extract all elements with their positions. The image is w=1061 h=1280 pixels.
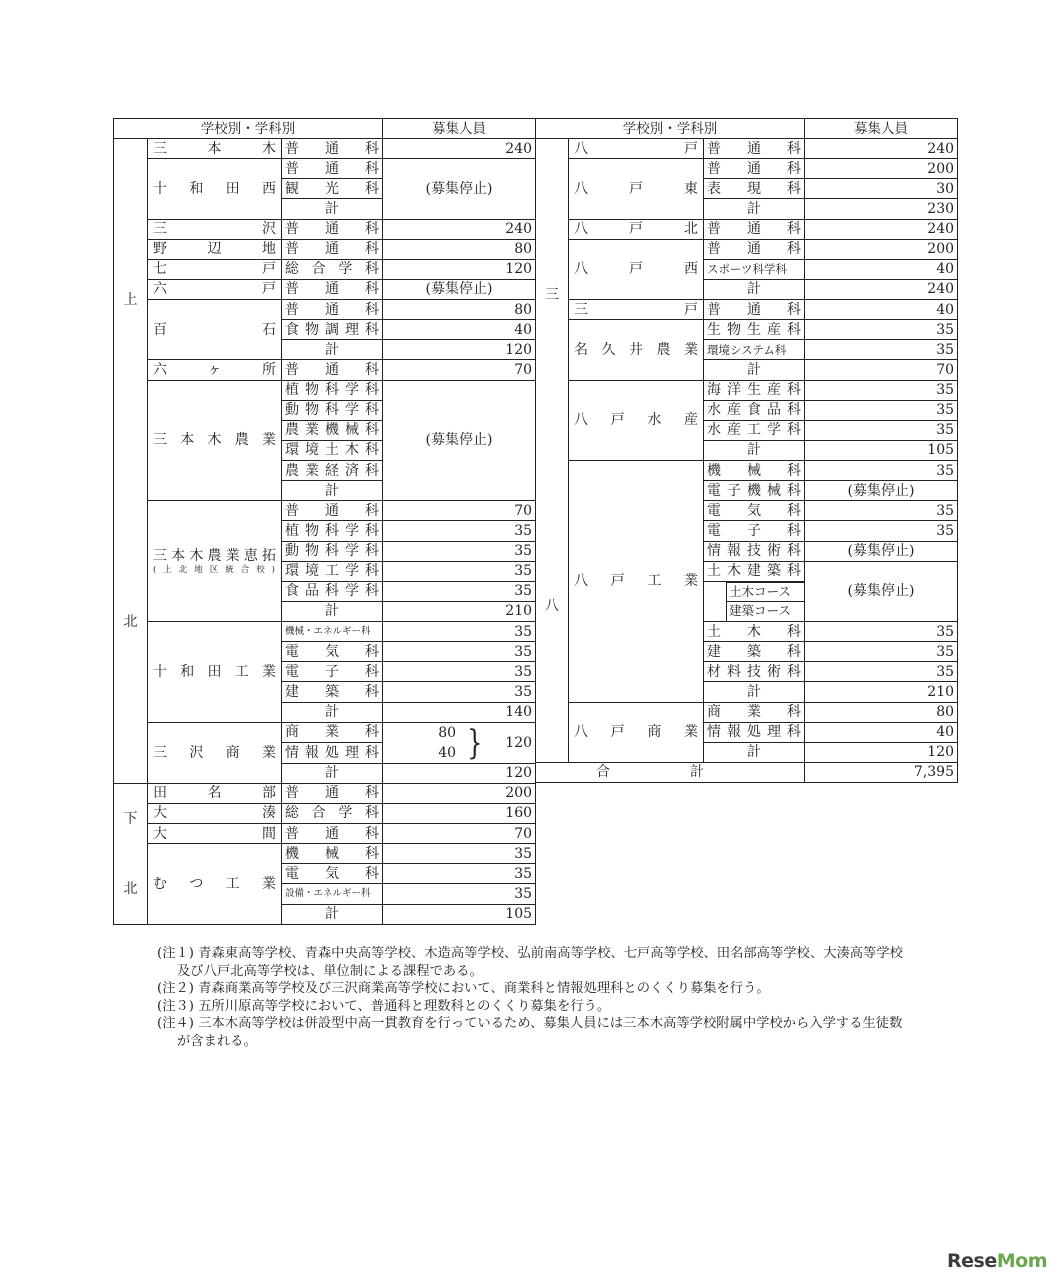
department-name: 電気科 bbox=[282, 642, 383, 662]
footnote-3: (注３) 五所川原高等学校において、普通科と理数科とのくくり募集を行う。 bbox=[157, 998, 611, 1014]
department-name: 計 bbox=[704, 742, 805, 762]
region-label bbox=[114, 784, 147, 924]
capacity-value: 200 bbox=[805, 159, 958, 179]
department-name: 情報処理科 bbox=[704, 722, 805, 742]
capacity-value: 70 bbox=[383, 501, 536, 521]
department-name: 計 bbox=[704, 682, 805, 702]
school-name: 八戸西 bbox=[574, 261, 698, 278]
capacity-value: 35 bbox=[805, 400, 958, 420]
region-char: 三 bbox=[545, 286, 559, 303]
school-name: 六戸 bbox=[153, 281, 276, 298]
capacity-value: 70 bbox=[383, 824, 536, 844]
capacity-value: 40 bbox=[805, 259, 958, 279]
capacity-value: 35 bbox=[383, 561, 536, 581]
department-name: 普通科 bbox=[282, 501, 383, 521]
department-name: 機械科 bbox=[282, 844, 383, 864]
header-school-dept: 学校別・学科別 bbox=[114, 119, 383, 139]
bundled-values bbox=[386, 723, 456, 763]
department-name: 動物科学科 bbox=[282, 541, 383, 561]
department-name: 普通科 bbox=[282, 300, 383, 320]
department-name: 環境土木科 bbox=[282, 440, 383, 460]
table-row bbox=[114, 844, 536, 864]
school-name-cell bbox=[148, 300, 282, 360]
department-name: 計 bbox=[704, 440, 805, 460]
table-row bbox=[114, 501, 536, 521]
department-name: 機械科 bbox=[704, 461, 805, 481]
school-name-cell bbox=[148, 239, 282, 259]
region-char: 八 bbox=[545, 598, 559, 615]
capacity-value: 35 bbox=[383, 642, 536, 662]
capacity-value: 40 bbox=[383, 320, 536, 340]
capacity-value: 105 bbox=[805, 440, 958, 460]
capacity-value: 70 bbox=[383, 360, 536, 380]
recruitment-table-left bbox=[113, 118, 536, 925]
capacity-value: 120 bbox=[383, 259, 536, 279]
department-name: 普通科 bbox=[704, 300, 805, 320]
capacity-value: 105 bbox=[383, 904, 536, 924]
table-header-row bbox=[114, 119, 536, 139]
department-name: 建築科 bbox=[282, 682, 383, 702]
school-name: 三本木 bbox=[153, 140, 276, 157]
department-name: 普通科 bbox=[282, 783, 383, 803]
school-name-cell bbox=[569, 702, 704, 762]
grand-total-value: 7,395 bbox=[805, 762, 958, 782]
brace-icon: } bbox=[467, 722, 483, 763]
suspended-label: (募集停止) bbox=[383, 279, 536, 299]
department-name: 電気科 bbox=[282, 864, 383, 884]
capacity-value: 35 bbox=[805, 420, 958, 440]
capacity-value: 140 bbox=[383, 702, 536, 722]
department-name: 動物科学科 bbox=[282, 400, 383, 420]
school-name: 野辺地 bbox=[153, 241, 276, 258]
header-school-dept: 学校別・学科別 bbox=[536, 119, 805, 139]
department-name: 機械・エネルギー科 bbox=[282, 622, 383, 642]
department-name: 材料技術科 bbox=[704, 662, 805, 682]
course-name: 建築コース bbox=[726, 601, 804, 621]
school-name: 三本木農業 bbox=[153, 432, 276, 449]
school-name-cell bbox=[569, 239, 704, 299]
bundled-count bbox=[386, 723, 532, 763]
recruitment-table-right bbox=[535, 118, 958, 783]
table-row bbox=[536, 461, 958, 481]
department-name: 設備・エネルギー科 bbox=[282, 884, 383, 904]
department-name: 計 bbox=[282, 702, 383, 722]
school-name-cell bbox=[148, 219, 282, 239]
school-name-cell bbox=[569, 300, 704, 320]
department-name: 計 bbox=[282, 340, 383, 360]
school-name: 十和田工業 bbox=[153, 663, 276, 680]
department-name: 計 bbox=[704, 279, 805, 299]
capacity-value: 240 bbox=[383, 219, 536, 239]
region-label bbox=[114, 139, 147, 783]
school-name-cell bbox=[569, 380, 704, 461]
region-char: 北 bbox=[123, 613, 138, 630]
school-name: 名久井農業 bbox=[574, 341, 698, 358]
school-name: 八戸商業 bbox=[574, 724, 698, 741]
school-name: 田名部 bbox=[153, 785, 276, 802]
capacity-value: 35 bbox=[805, 622, 958, 642]
capacity-value: 35 bbox=[383, 844, 536, 864]
region-cell bbox=[114, 783, 148, 924]
table-row bbox=[536, 300, 958, 320]
department-name: 計 bbox=[282, 601, 383, 621]
school-name-cell bbox=[148, 824, 282, 844]
table-row bbox=[536, 702, 958, 722]
table-row bbox=[114, 803, 536, 823]
school-name-cell bbox=[148, 139, 282, 159]
school-name-cell bbox=[148, 360, 282, 380]
department-name: 普通科 bbox=[704, 159, 805, 179]
department-name: 土木建築科 bbox=[704, 561, 805, 581]
school-name: 三沢商業 bbox=[153, 744, 276, 761]
school-note: (上北地区統合校) bbox=[153, 565, 276, 576]
header-capacity: 募集人員 bbox=[805, 119, 958, 139]
department-name: 食品科学科 bbox=[282, 581, 383, 601]
capacity-value: 35 bbox=[805, 340, 958, 360]
footnotes bbox=[157, 945, 907, 1050]
suspended-label: (募集停止) bbox=[805, 541, 958, 561]
table-row bbox=[114, 722, 536, 743]
capacity-value: 40 bbox=[805, 300, 958, 320]
header-capacity: 募集人員 bbox=[383, 119, 536, 139]
school-name: 八戸水産 bbox=[574, 412, 698, 429]
school-name-cell bbox=[148, 722, 282, 783]
department-name: 総合学科 bbox=[282, 259, 383, 279]
table-row bbox=[536, 320, 958, 340]
capacity-value: 35 bbox=[805, 461, 958, 481]
capacity-value: 240 bbox=[805, 279, 958, 299]
course-cell bbox=[704, 581, 805, 601]
department-name: 普通科 bbox=[282, 159, 383, 179]
department-name: 環境システム科 bbox=[704, 340, 805, 360]
department-name: 電子科 bbox=[282, 662, 383, 682]
capacity-value: 80 bbox=[805, 702, 958, 722]
department-name: 植物科学科 bbox=[282, 521, 383, 541]
department-name: 観光科 bbox=[282, 179, 383, 199]
school-name-cell bbox=[148, 159, 282, 219]
bundled-value: 80 bbox=[438, 724, 457, 741]
logo-text-b: Mom bbox=[996, 1250, 1047, 1272]
school-name: 八戸 bbox=[574, 140, 698, 157]
department-name: 海洋生産科 bbox=[704, 380, 805, 400]
capacity-value: 200 bbox=[383, 783, 536, 803]
capacity-value: 120 bbox=[383, 763, 536, 783]
capacity-value: 30 bbox=[805, 179, 958, 199]
school-name-cell bbox=[148, 803, 282, 823]
department-name: スポーツ科学科 bbox=[704, 259, 805, 279]
capacity-value: 80 bbox=[383, 300, 536, 320]
bundled-total: 120 bbox=[505, 734, 533, 751]
grand-total-label: 合計 bbox=[536, 762, 805, 782]
department-name: 水産食品科 bbox=[704, 400, 805, 420]
capacity-value: 210 bbox=[383, 601, 536, 621]
school-name: 六ヶ所 bbox=[153, 361, 276, 378]
capacity-value: 35 bbox=[383, 521, 536, 541]
school-name: 八戸東 bbox=[574, 180, 698, 197]
capacity-value: 35 bbox=[805, 662, 958, 682]
school-name: 八戸工業 bbox=[574, 573, 698, 590]
school-name-cell bbox=[148, 380, 282, 501]
table-row bbox=[536, 239, 958, 259]
capacity-value: 210 bbox=[805, 682, 958, 702]
region-char: 下 bbox=[123, 810, 138, 827]
department-name: 普通科 bbox=[282, 279, 383, 299]
school-name: 三沢 bbox=[153, 221, 276, 238]
department-name: 農業機械科 bbox=[282, 420, 383, 440]
department-name: 計 bbox=[282, 904, 383, 924]
table-row bbox=[536, 219, 958, 239]
department-name: 計 bbox=[282, 481, 383, 501]
school-name-cell bbox=[148, 501, 282, 622]
capacity-value: 120 bbox=[805, 742, 958, 762]
table-row bbox=[114, 783, 536, 803]
region-label bbox=[536, 139, 568, 762]
school-name-cell bbox=[148, 783, 282, 803]
capacity-value: 35 bbox=[383, 541, 536, 561]
course-name: 土木コース bbox=[726, 582, 804, 602]
capacity-value: 230 bbox=[805, 199, 958, 219]
table-row bbox=[114, 300, 536, 320]
department-name: 電気科 bbox=[704, 501, 805, 521]
department-name: 計 bbox=[282, 199, 383, 219]
school-name-cell bbox=[569, 461, 704, 703]
department-name: 商業科 bbox=[282, 722, 383, 743]
table-header-row bbox=[536, 119, 958, 139]
school-name-cell bbox=[148, 259, 282, 279]
capacity-value: 35 bbox=[383, 622, 536, 642]
capacity-value: 200 bbox=[805, 239, 958, 259]
department-name: 電子科 bbox=[704, 521, 805, 541]
school-name: 百石 bbox=[153, 321, 276, 338]
department-name: 植物科学科 bbox=[282, 380, 383, 400]
table-row bbox=[114, 239, 536, 259]
school-name-cell bbox=[148, 844, 282, 925]
school-name: 八戸北 bbox=[574, 221, 698, 238]
region-char: 上 bbox=[123, 291, 138, 308]
table-row bbox=[114, 360, 536, 380]
department-name: 表現科 bbox=[704, 179, 805, 199]
bundled-count-cell bbox=[383, 722, 536, 763]
grand-total-row bbox=[536, 762, 958, 782]
department-name: 情報処理科 bbox=[282, 743, 383, 764]
table-row bbox=[114, 259, 536, 279]
footnote-2: (注２) 青森商業高等学校及び三沢商業高等学校において、商業科と情報処理科とのくくり募集を行う。 bbox=[157, 981, 770, 996]
department-name: 建築科 bbox=[704, 642, 805, 662]
school-name: 十和田西 bbox=[153, 180, 276, 197]
region-cell bbox=[536, 139, 569, 763]
department-name: 食物調理科 bbox=[282, 320, 383, 340]
department-name: 商業科 bbox=[704, 702, 805, 722]
resemom-logo bbox=[947, 1250, 1047, 1272]
region-char: 北 bbox=[123, 880, 138, 897]
department-name: 計 bbox=[282, 763, 383, 783]
suspended-label: (募集停止) bbox=[383, 380, 536, 501]
capacity-value: 35 bbox=[383, 662, 536, 682]
bundled-value: 40 bbox=[438, 744, 457, 761]
department-name: 農業経済科 bbox=[282, 461, 383, 481]
department-name: 普通科 bbox=[704, 239, 805, 259]
table-row bbox=[114, 279, 536, 299]
department-name: 計 bbox=[704, 199, 805, 219]
table-row bbox=[114, 824, 536, 844]
school-name: 大湊 bbox=[153, 805, 276, 822]
school-name-cell bbox=[569, 320, 704, 380]
department-name: 土木科 bbox=[704, 622, 805, 642]
capacity-value: 35 bbox=[383, 682, 536, 702]
capacity-value: 240 bbox=[805, 139, 958, 159]
capacity-value: 35 bbox=[383, 864, 536, 884]
capacity-value: 35 bbox=[805, 501, 958, 521]
capacity-value: 35 bbox=[383, 884, 536, 904]
school-name: むつ工業 bbox=[153, 875, 276, 892]
school-name-cell bbox=[148, 622, 282, 723]
capacity-value: 40 bbox=[805, 722, 958, 742]
capacity-value: 120 bbox=[383, 340, 536, 360]
department-name: 普通科 bbox=[282, 239, 383, 259]
logo-text-a: Rese bbox=[947, 1250, 997, 1272]
capacity-value: 240 bbox=[805, 219, 958, 239]
capacity-value: 240 bbox=[383, 139, 536, 159]
capacity-value: 80 bbox=[383, 239, 536, 259]
capacity-value: 35 bbox=[383, 581, 536, 601]
capacity-value: 70 bbox=[805, 360, 958, 380]
footnote-1: (注１) 青森東高等学校、青森中央高等学校、木造高等学校、弘前南高等学校、七戸高等学校、田名部高等学校、大湊高等学校及び八戸北高等学校は、単位制による課程である。 bbox=[157, 946, 903, 979]
department-name: 環境工学科 bbox=[282, 561, 383, 581]
department-name: 普通科 bbox=[704, 139, 805, 159]
capacity-value: 35 bbox=[805, 521, 958, 541]
table-row bbox=[114, 159, 536, 179]
table-row bbox=[114, 380, 536, 400]
table-row bbox=[114, 219, 536, 239]
school-name: 三本木農業恵拓 bbox=[153, 548, 276, 565]
department-name: 普通科 bbox=[282, 219, 383, 239]
suspended-label: (募集停止) bbox=[383, 159, 536, 219]
department-name: 普通科 bbox=[282, 139, 383, 159]
table-row bbox=[114, 622, 536, 642]
capacity-value: 35 bbox=[805, 642, 958, 662]
department-name: 計 bbox=[704, 360, 805, 380]
school-name-cell bbox=[569, 139, 704, 159]
department-name: 普通科 bbox=[704, 219, 805, 239]
department-name: 水産工学科 bbox=[704, 420, 805, 440]
school-name: 三戸 bbox=[574, 301, 698, 318]
region-cell bbox=[114, 139, 148, 784]
table-row bbox=[114, 139, 536, 159]
footnote-4: (注４) 三本木高等学校は併設型中高一貫教育を行っているため、募集人員には三本木高等学校附属中学校から入学する生徒数が含まれる。 bbox=[157, 1016, 903, 1049]
course-cell bbox=[704, 601, 805, 621]
department-name: 普通科 bbox=[282, 824, 383, 844]
capacity-value: 35 bbox=[805, 380, 958, 400]
department-name: 情報技術科 bbox=[704, 541, 805, 561]
table-row bbox=[536, 380, 958, 400]
suspended-label: (募集停止) bbox=[805, 481, 958, 501]
capacity-value: 160 bbox=[383, 803, 536, 823]
school-name: 大間 bbox=[153, 825, 276, 842]
department-name: 電子機械科 bbox=[704, 481, 805, 501]
table-row bbox=[536, 159, 958, 179]
school-name: 七戸 bbox=[153, 261, 276, 278]
suspended-label: (募集停止) bbox=[805, 561, 958, 621]
school-name-cell bbox=[148, 279, 282, 299]
capacity-value: 35 bbox=[805, 320, 958, 340]
table-row bbox=[536, 139, 958, 159]
school-name-cell bbox=[569, 159, 704, 219]
department-name: 総合学科 bbox=[282, 803, 383, 823]
department-name: 生物生産科 bbox=[704, 320, 805, 340]
school-name-cell bbox=[569, 219, 704, 239]
department-name: 普通科 bbox=[282, 360, 383, 380]
